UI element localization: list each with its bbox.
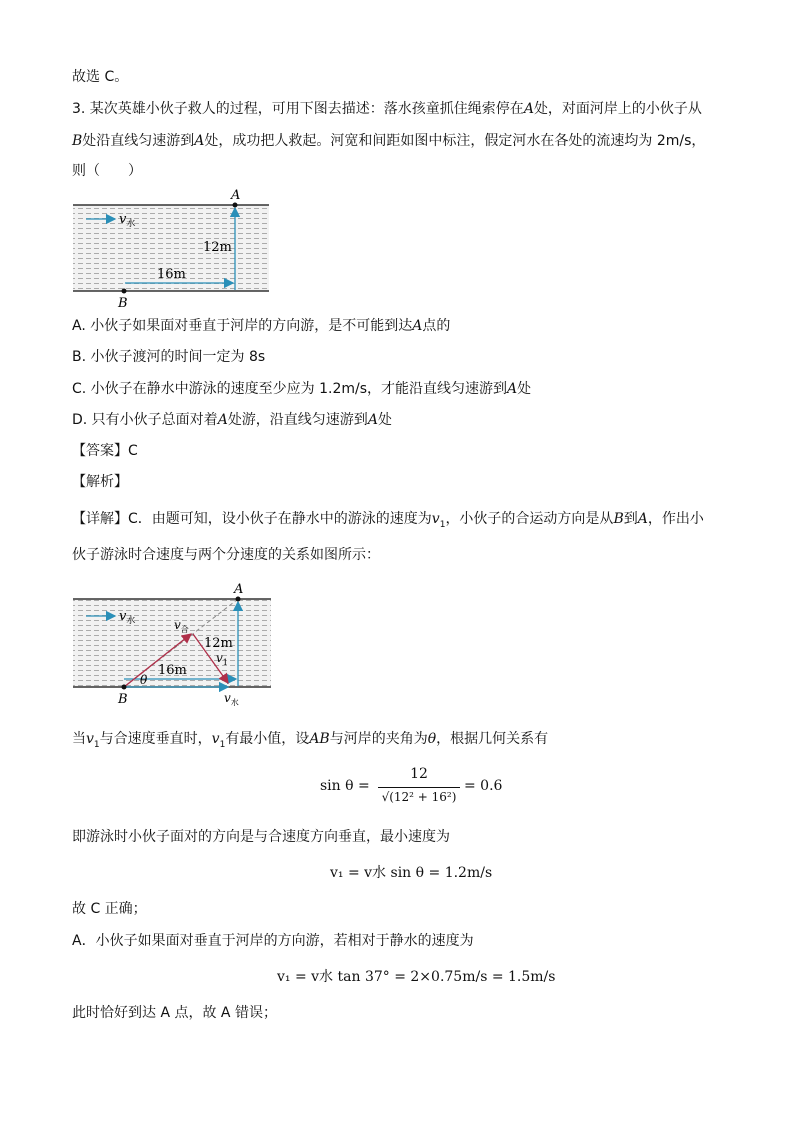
width-label: 12m xyxy=(203,240,232,255)
answer-line: 【答案】C xyxy=(72,443,138,459)
point-a-dot-2 xyxy=(236,597,241,602)
body-p5: 此时恰好到达 A 点，故 A 错误； xyxy=(72,1005,277,1021)
distance-label-2: 16m xyxy=(158,663,187,678)
water-vector-label: $v_水$ xyxy=(224,691,239,706)
point-b-label: B xyxy=(118,296,128,310)
detail-line-1: 【详解】C．由题可知，设小伙子在静水中的游泳的速度为$v_1$，小伙子的合运动方向是从B到A，作出小 xyxy=(72,511,704,530)
body-p2: 即游泳时小伙子面对的方向是与合速度方向垂直，最小速度为 xyxy=(72,829,450,845)
body-p3: 故 C 正确； xyxy=(72,901,147,917)
point-a-label: A xyxy=(231,188,241,203)
water-velocity-label: $v_水$ xyxy=(119,212,136,229)
equation-tan: v₁ = v水 tan 37° = 2×0.75m/s = 1.5m/s xyxy=(277,969,556,985)
body-p4: A．小伙子如果面对垂直于河岸的方向游，若相对于静水的速度为 xyxy=(72,933,474,949)
question-line-2: B处沿直线匀速游到A处，成功把人救起。河宽和间距如图中标注，假定河水在各处的流速均为 2m/s， xyxy=(72,133,706,149)
point-a-dot xyxy=(233,203,238,208)
water-velocity-label-2: $v_水$ xyxy=(119,609,136,626)
option-c: C. 小伙子在静水中游泳的速度至少应为 1.2m/s，才能沿直线匀速游到A处 xyxy=(72,381,532,397)
question-line-3: 则（ ） xyxy=(72,163,142,179)
river-figure-1 xyxy=(70,186,275,310)
point-a-label-2: A xyxy=(234,582,244,597)
point-b-dot xyxy=(122,289,127,294)
v1-label: $v_1$ xyxy=(216,651,228,667)
theta-label: θ xyxy=(140,673,148,687)
point-b-label-2: B xyxy=(118,692,128,706)
detail-line-2: 伙子游泳时合速度与两个分速度的关系如图所示： xyxy=(72,547,380,563)
body-p1: 当$v_1$与合速度垂直时，$v_1$有最小值，设AB与河岸的夹角为θ，根据几何关系有 xyxy=(72,731,549,750)
resultant-velocity-label: $v_合$ xyxy=(174,618,189,634)
option-b: B. 小伙子渡河的时间一定为 8s xyxy=(72,349,266,365)
option-a: A. 小伙子如果面对垂直于河岸的方向游，是不可能到达A点的 xyxy=(72,318,451,334)
equation-min-speed: v₁ = v水 sin θ = 1.2m/s xyxy=(330,865,493,881)
question-line-1: 3. 某次英雄小伙子救人的过程，可用下图去描述：落水孩童抓住绳索停在A处，对面河岸上的小伙子从 xyxy=(72,101,702,117)
width-label-2: 12m xyxy=(204,636,233,651)
prev-conclusion: 故选 C。 xyxy=(72,69,129,85)
river-figure-2 xyxy=(70,578,280,706)
distance-label: 16m xyxy=(157,267,186,282)
option-d: D. 只有小伙子总面对着A处游，沿直线匀速游到A处 xyxy=(72,412,392,428)
point-b-dot-2 xyxy=(122,685,127,690)
analysis-heading: 【解析】 xyxy=(72,474,128,490)
equation-sin-theta: sin θ = 12 √(12² + 16²) = 0.6 xyxy=(320,766,503,804)
